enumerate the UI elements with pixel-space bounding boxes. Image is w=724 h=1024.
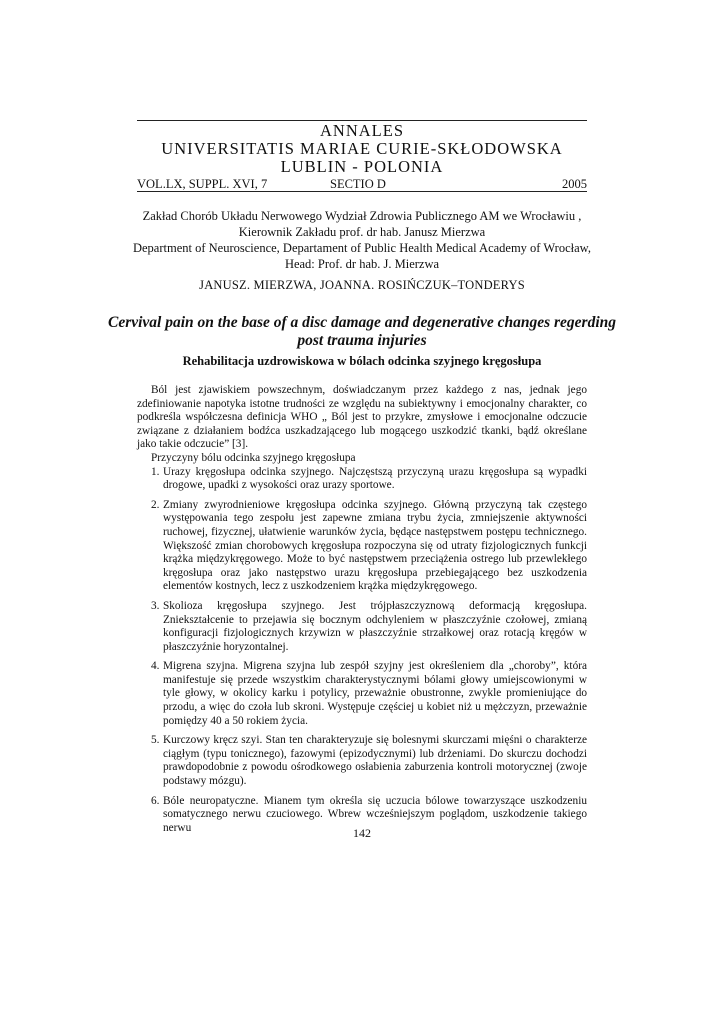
header-rule-bottom bbox=[137, 191, 587, 192]
authors: JANUSZ. MIERZWA, JOANNA. ROSIŃCZUK–TONDERYS bbox=[199, 278, 525, 292]
list-item bbox=[137, 600, 587, 654]
list-item-number: 4. bbox=[151, 660, 160, 673]
journal-name-line: ANNALES bbox=[320, 121, 404, 140]
list-item-text: Skolioza kręgosłupa szyjnego. Jest trójpłaszczyznową deformacją kręgosłupa. Zniekształcenie to przejawia się bocznym odchyleniem w płaszczyźnie czołowej, zmianą konfiguracji fizjologicznych krzywizn w płaszczyźnie strzałkowej oraz rotacją kręgów w płaszczyźnie horyzontalnej. bbox=[163, 599, 587, 653]
page-number: 142 bbox=[353, 826, 371, 840]
list-item-number: 3. bbox=[151, 599, 160, 612]
list-item-text: Migrena szyjna. Migrena szyjna lub zespół szyjny jest określeniem dla „choroby”, która manifestuje się przede wszystkim charakterystycznymi bólami głowy umiejscowionymi w tyle głowy, w okolicy karku i potylicy, przeważnie obustronne, zwykle promieniujące do przodu, a więc do czoła lub skroni. Występuje częściej u kobiet niż u mężczyzn, przeważnie pomiędzy 40 a 50 rokiem życia. bbox=[163, 660, 587, 727]
affiliation bbox=[100, 208, 624, 272]
list-item-number: 1. bbox=[151, 465, 160, 478]
list-item-text: Kurczowy kręcz szyi. Stan ten charakteryzuje się bolesnymi skurczami mięśni o charakterze ciągłym (typu tonicznego), fazowymi (epizodycznymi) lub drżeniami. Do skurczu dochodzi prawdopodobnie z powodu ośrodkowego osłabienia zaburzenia kontroli motorycznej (zwoje podstawy mózgu). bbox=[163, 734, 587, 788]
affiliation-line: Head: Prof. dr hab. J. Mierzwa bbox=[284, 257, 440, 271]
list-item-text: Urazy kręgosłupa odcinka szyjnego. Najczęstszą przyczyną urazu kręgosłupa są wypadki drogowe, upadki z wysokości oraz urazy sportowe. bbox=[163, 465, 587, 492]
article-title-polish: Rehabilitacja uzdrowiskowa w bólach odcinka szyjnego kręgosłupa bbox=[182, 354, 542, 368]
list-item bbox=[137, 466, 587, 493]
affiliation-line: Zakład Chorób Układu Nerwowego Wydział Zdrowia Publicznego AM we Wrocławiu , bbox=[142, 209, 582, 223]
affiliation-line: Kierownik Zakładu prof. dr hab. Janusz Mierzwa bbox=[238, 225, 486, 239]
list-item bbox=[137, 734, 587, 788]
list-item-number: 2. bbox=[151, 498, 160, 511]
list-item-text: Bóle neuropatyczne. Mianem tym określa się uczucia bólowe towarzyszące uszkodzeniu somatycznego nerwu czuciowego. Wbrew wcześniejszym poglądom, uszkodzenie takiego nerwu bbox=[163, 794, 587, 834]
causes-list bbox=[137, 466, 587, 836]
list-item-number: 6. bbox=[151, 794, 160, 807]
article-body bbox=[137, 384, 587, 841]
list-item bbox=[137, 499, 587, 594]
year-label: 2005 bbox=[562, 177, 587, 191]
list-item bbox=[137, 660, 587, 728]
journal-masthead bbox=[137, 122, 587, 176]
journal-name-line: LUBLIN - POLONIA bbox=[280, 157, 444, 176]
article-title-english: Cervival pain on the base of a disc damage and degenerative changes regerding post trauma injuries bbox=[107, 314, 617, 349]
list-item-number: 5. bbox=[151, 734, 160, 747]
list-item-text: Zmiany zwyrodnieniowe kręgosłupa odcinka szyjnego. Główną przyczyną tak częstego występowania tego zespołu jest zapewne zmiana trybu życia, zmniejszenie aktywności ruchowej, fizycznej, ułatwienie warunków życia, będące następstwem postępu technicznego. Większość zmian chorobowych kręgosłupa rozpoczyna się od utraty fizjologicznych funkcji krążka międzykręgowego. Może to być następstwem przeciążenia ostrego lub przewlekłego kręgosłupa oraz jako następstwo urazu kręgosłupa przebiegającego bez uszkodzenia elementów kostnych, lecz z uszkodzeniem krążka międzykręgowego. bbox=[163, 498, 587, 593]
volume-label: VOL.LX, SUPPL. XVI, 7 bbox=[137, 177, 268, 191]
section-label: SECTIO D bbox=[330, 177, 386, 191]
intro-paragraph: Ból jest zjawiskiem powszechnym, doświadczanym przez każdego z nas, jednak jego zdefiniowanie napotyka istotne trudności ze względu na subiektywny i emocjonalny charakter, co podkreśla współczesna definicja WHO „ Ból jest to przykre, zmysłowe i emocjonalne odczucie związane z działaniem bodźca uszkadzającego lub mogącego uszkodzić tkanki, bądź określane jako takie odczucie” [3]. bbox=[137, 384, 587, 451]
causes-heading: Przyczyny bólu odcinka szyjnego kręgosłupa bbox=[151, 451, 356, 464]
affiliation-line: Department of Neuroscience, Departament of Public Health Medical Academy of Wrocław, bbox=[132, 241, 591, 255]
journal-name-line: UNIVERSITATIS MARIAE CURIE-SKŁODOWSKA bbox=[161, 139, 563, 158]
